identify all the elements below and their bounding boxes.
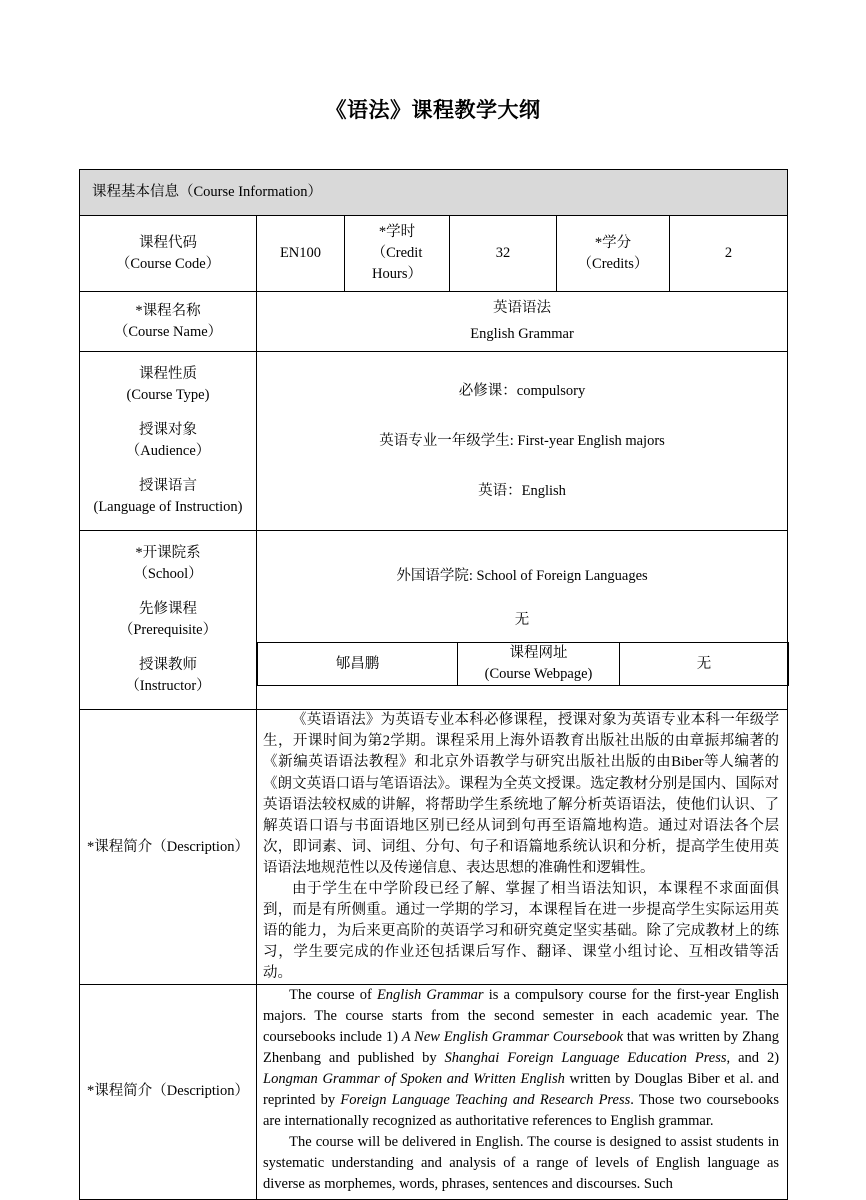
school-label-cn: *开课院系 — [135, 545, 201, 562]
prerequisite-label-en: （Prerequisite） — [118, 622, 218, 639]
school-label-en: （School） — [133, 566, 203, 583]
description-cn-paragraph-2: 由于学生在中学阶段已经了解、掌握了相当语法知识，本课程不求面面俱到，而是有所侧重。通过一学期的学习，本课程旨在进一步提高学生实际运用英语的能力，为后来更高阶的英语学习和研究奠定坚实基础。除了完成教材上的练习，学生要完成的作业还包括课后写作、翻译、课堂小组讨论、互相改错等活动。 — [263, 880, 780, 981]
course-name-label-en: （Course Name） — [113, 323, 223, 340]
course-code-value: EN100 — [257, 216, 345, 292]
course-webpage-label-cn: 课程网址 — [509, 645, 568, 662]
audience-value: 英语专业一年级学生: First-year English majors — [379, 433, 665, 450]
credits-label — [557, 216, 670, 292]
course-type-label — [80, 357, 256, 413]
course-code-label-cn: 课程代码 — [139, 234, 197, 251]
table-row-description-cn — [80, 710, 788, 984]
course-information-header: 课程基本信息（Course Information） — [80, 170, 788, 216]
description-en-label: *课程简介（Description） — [80, 984, 257, 1199]
course-webpage-label — [458, 643, 620, 686]
credits-label-en: （Credits） — [577, 255, 649, 272]
description-en-text-3: that was written by Zhang Zhenbang and published by — [263, 1028, 780, 1066]
credit-hours-value: 32 — [450, 216, 557, 292]
language-label — [80, 469, 256, 525]
description-en-paragraph-2: The course will be delivered in English. The course is designed to assist students in systematic understanding and analysis of a range of levels of English language as diverse as morphemes, words, phrases, sentences and discourses. Such — [263, 1133, 780, 1192]
instructor-webpage-subtable — [257, 642, 789, 686]
description-en-italic-5: Foreign Language Teaching and Research Press — [340, 1091, 631, 1108]
type-audience-language-values — [257, 352, 788, 531]
description-cn-paragraph-1: 《英语语法》为英语专业本科必修课程，授课对象为英语专业本科一年级学生，开课时间为第2学期。课程采用上海外语教育出版社出版的由章振邦编著的《新编英语语法教程》和北京外语教学与研究出版社出版的由Biber等人编著的《朗文英语口语与笔语语法》。课程为全英文授课。选定教材分别是国内、国际对英语语法较权威的讲解，将帮助学生系统地了解分析英语语法，使他们认识、了解英语口语与书面语地区别已经从词到句再至语篇地构造。通过对语法各个层次，即词素、词、词组、分句、句子和语篇地系统认识和分析，提高学生使用英语语法地规范性以及传递信息、表达思想的准确性和逻辑性。 — [263, 712, 780, 876]
description-cn-label: *课程简介（Description） — [80, 710, 257, 984]
credit-hours-label-cn: *学时 — [378, 224, 416, 241]
audience-label — [80, 413, 256, 469]
instructor-value: 郇昌鹏 — [258, 643, 458, 686]
course-code-label — [80, 216, 257, 292]
audience-label-en: （Audience） — [125, 443, 211, 460]
language-label-en: (Language of Instruction) — [93, 499, 243, 516]
table-row-type-audience-language — [80, 352, 788, 531]
instructor-webpage-row — [258, 643, 789, 686]
course-webpage-value: 无 — [620, 643, 789, 686]
page-title: 《语法》课程教学大纲 — [325, 98, 541, 122]
audience-label-cn: 授课对象 — [139, 422, 197, 439]
course-syllabus-table — [79, 169, 788, 1200]
language-label-cn: 授课语言 — [139, 478, 197, 495]
description-en-text-6: . Those two coursebooks are internationally recognized as authoritative references to English grammar. — [263, 1091, 780, 1129]
credits-label-cn: *学分 — [594, 234, 632, 251]
course-name-label — [80, 292, 257, 352]
table-row-description-en — [80, 984, 788, 1199]
course-type-label-en: (Course Type) — [126, 387, 210, 404]
course-webpage-label-en: (Course Webpage) — [484, 666, 593, 683]
table-row-school-prereq-instructor — [80, 531, 788, 710]
course-type-value: 必修课：compulsory — [458, 383, 586, 400]
course-name-value — [257, 292, 788, 352]
credits-value: 2 — [670, 216, 788, 292]
prerequisite-label-cn: 先修课程 — [139, 601, 197, 618]
prerequisite-value: 无 — [514, 612, 530, 629]
description-en-italic-1: English Grammar — [376, 986, 484, 1003]
school-value: 外国语学院: School of Foreign Languages — [396, 568, 648, 585]
description-en-italic-3: Shanghai Foreign Language Education Press — [444, 1049, 727, 1066]
prerequisite-label — [80, 592, 256, 648]
table-row-course-code — [80, 216, 788, 292]
language-value: 英语：English — [478, 483, 566, 500]
table-row-course-name — [80, 292, 788, 352]
credit-hours-label — [345, 216, 450, 292]
description-en-text-1: The course of — [289, 986, 377, 1003]
description-en-paragraph-1 — [263, 985, 779, 1132]
description-en-content — [257, 984, 788, 1199]
course-name-label-cn: *课程名称 — [135, 302, 201, 319]
description-en-text-5: written by Douglas Biber et al. and reprinted by — [263, 1070, 780, 1108]
course-name-value-cn: 英语语法 — [493, 300, 552, 317]
description-en-italic-2: A New English Grammar Coursebook — [401, 1028, 624, 1045]
credit-hours-label-en: （Credit Hours） — [371, 245, 423, 283]
instructor-label-cn: 授课教师 — [139, 657, 197, 674]
school-prereq-instructor-values — [257, 531, 788, 710]
description-en-text-2: is a compulsory course for the first-year English majors. The course starts from the second semester in each academic year. The coursebooks include 1) — [263, 986, 780, 1045]
description-cn-content — [257, 710, 788, 984]
course-name-value-en: English Grammar — [470, 326, 574, 343]
instructor-label — [80, 648, 256, 704]
type-audience-language-labels — [80, 352, 257, 531]
description-en-text-4: , and 2) — [726, 1049, 780, 1066]
instructor-label-en: （Instructor） — [125, 678, 211, 695]
course-code-label-en: （Course Code） — [115, 255, 221, 272]
course-type-label-cn: 课程性质 — [139, 366, 197, 383]
description-en-italic-4: Longman Grammar of Spoken and Written English — [263, 1070, 565, 1087]
school-prereq-instructor-labels — [80, 531, 257, 710]
school-label — [80, 536, 256, 592]
table-header-row — [80, 170, 788, 216]
